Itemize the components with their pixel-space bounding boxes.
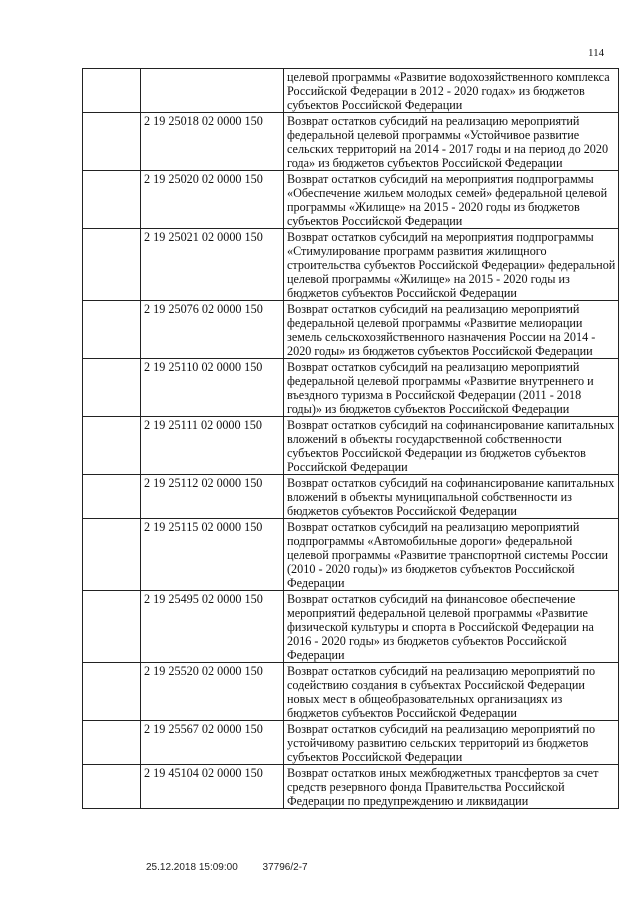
admin-code-cell xyxy=(83,113,141,171)
budget-classification-table xyxy=(82,68,619,809)
description-cell: Возврат остатков субсидий на софинансирование капитальных вложений в объекты муниципальной собственности из бюджетов субъектов Российской Федерации xyxy=(284,475,619,519)
table-row xyxy=(83,475,619,519)
admin-code-cell xyxy=(83,301,141,359)
table-row xyxy=(83,663,619,721)
budget-code-cell: 2 19 25115 02 0000 150 xyxy=(141,519,284,591)
budget-code-cell xyxy=(141,69,284,113)
table-row xyxy=(83,519,619,591)
admin-code-cell xyxy=(83,591,141,663)
table-row xyxy=(83,591,619,663)
description-cell: целевой программы «Развитие водохозяйственного комплекса Российской Федерации в 2012 - 2020 годах» из бюджетов субъектов Российской Федерации xyxy=(284,69,619,113)
description-cell: Возврат остатков субсидий на финансовое обеспечение мероприятий федеральной целевой программы «Развитие физической культуры и спорта в Российской Федерации на 2016 - 2020 годы» из бюджетов субъектов Российской Федерации xyxy=(284,591,619,663)
table-row xyxy=(83,113,619,171)
description-cell: Возврат остатков субсидий на реализацию мероприятий федеральной целевой программы «Развитие мелиорации земель сельскохозяйственного назначения России на 2014 - 2020 годы» из бюджетов субъектов Российской Федерации xyxy=(284,301,619,359)
budget-code-cell: 2 19 45104 02 0000 150 xyxy=(141,765,284,809)
budget-code-cell: 2 19 25110 02 0000 150 xyxy=(141,359,284,417)
table-row xyxy=(83,229,619,301)
table-row xyxy=(83,765,619,809)
admin-code-cell xyxy=(83,475,141,519)
budget-code-cell: 2 19 25495 02 0000 150 xyxy=(141,591,284,663)
admin-code-cell xyxy=(83,663,141,721)
description-cell: Возврат остатков субсидий на мероприятия подпрограммы «Стимулирование программ развития жилищного строительства субъектов Российской Федерации» федеральной целевой программы «Жилище» на 2015 - 2020 годы из бюджетов субъектов Российской Федерации xyxy=(284,229,619,301)
table-row xyxy=(83,69,619,113)
admin-code-cell xyxy=(83,359,141,417)
admin-code-cell xyxy=(83,417,141,475)
description-cell: Возврат остатков субсидий на софинансирование капитальных вложений в объекты государственной собственности субъектов Российской Федерации из бюджетов субъектов Российской Федерации xyxy=(284,417,619,475)
admin-code-cell xyxy=(83,229,141,301)
description-cell: Возврат остатков субсидий на реализацию мероприятий федеральной целевой программы «Устойчивое развитие сельских территорий на 2014 - 2017 годы и на период до 2020 года» из бюджетов субъектов Российской Федерации xyxy=(284,113,619,171)
admin-code-cell xyxy=(83,171,141,229)
table-row xyxy=(83,171,619,229)
description-cell: Возврат остатков субсидий на реализацию мероприятий по содействию создания в субъектах Российской Федерации новых мест в общеобразовательных организациях из бюджетов субъектов Российской Федерации xyxy=(284,663,619,721)
description-cell: Возврат остатков субсидий на мероприятия подпрограммы «Обеспечение жильем молодых семей» федеральной целевой программы «Жилище» на 2015 - 2020 годы из бюджетов субъектов Российской Федерации xyxy=(284,171,619,229)
table-row xyxy=(83,359,619,417)
table-row xyxy=(83,721,619,765)
admin-code-cell xyxy=(83,519,141,591)
admin-code-cell xyxy=(83,69,141,113)
budget-code-cell: 2 19 25520 02 0000 150 xyxy=(141,663,284,721)
admin-code-cell xyxy=(83,765,141,809)
page-number: 114 xyxy=(588,47,605,59)
table-row xyxy=(83,417,619,475)
footer-timestamp: 25.12.2018 15:09:00 xyxy=(146,862,238,873)
budget-code-cell: 2 19 25112 02 0000 150 xyxy=(141,475,284,519)
budget-code-cell: 2 19 25111 02 0000 150 xyxy=(141,417,284,475)
budget-code-cell: 2 19 25020 02 0000 150 xyxy=(141,171,284,229)
footer-document-id: 37796/2-7 xyxy=(262,862,308,873)
admin-code-cell xyxy=(83,721,141,765)
budget-code-cell: 2 19 25021 02 0000 150 xyxy=(141,229,284,301)
table-row xyxy=(83,301,619,359)
page-footer xyxy=(146,862,308,873)
description-cell: Возврат остатков субсидий на реализацию мероприятий по устойчивому развитию сельских территорий из бюджетов субъектов Российской Федерации xyxy=(284,721,619,765)
description-cell: Возврат остатков субсидий на реализацию мероприятий подпрограммы «Автомобильные дороги» федеральной целевой программы «Развитие транспортной системы России (2010 - 2020 годы)» из бюджетов субъектов Российской Федерации xyxy=(284,519,619,591)
table-body xyxy=(83,69,619,809)
description-cell: Возврат остатков иных межбюджетных трансфертов за счет средств резервного фонда Правительства Российской Федерации по предупреждению и ликвидации xyxy=(284,765,619,809)
description-cell: Возврат остатков субсидий на реализацию мероприятий федеральной целевой программы «Развитие внутреннего и въездного туризма в Российской Федерации (2011 - 2018 годы)» из бюджетов субъектов Российской Федерации xyxy=(284,359,619,417)
budget-code-cell: 2 19 25567 02 0000 150 xyxy=(141,721,284,765)
budget-code-cell: 2 19 25076 02 0000 150 xyxy=(141,301,284,359)
budget-code-cell: 2 19 25018 02 0000 150 xyxy=(141,113,284,171)
